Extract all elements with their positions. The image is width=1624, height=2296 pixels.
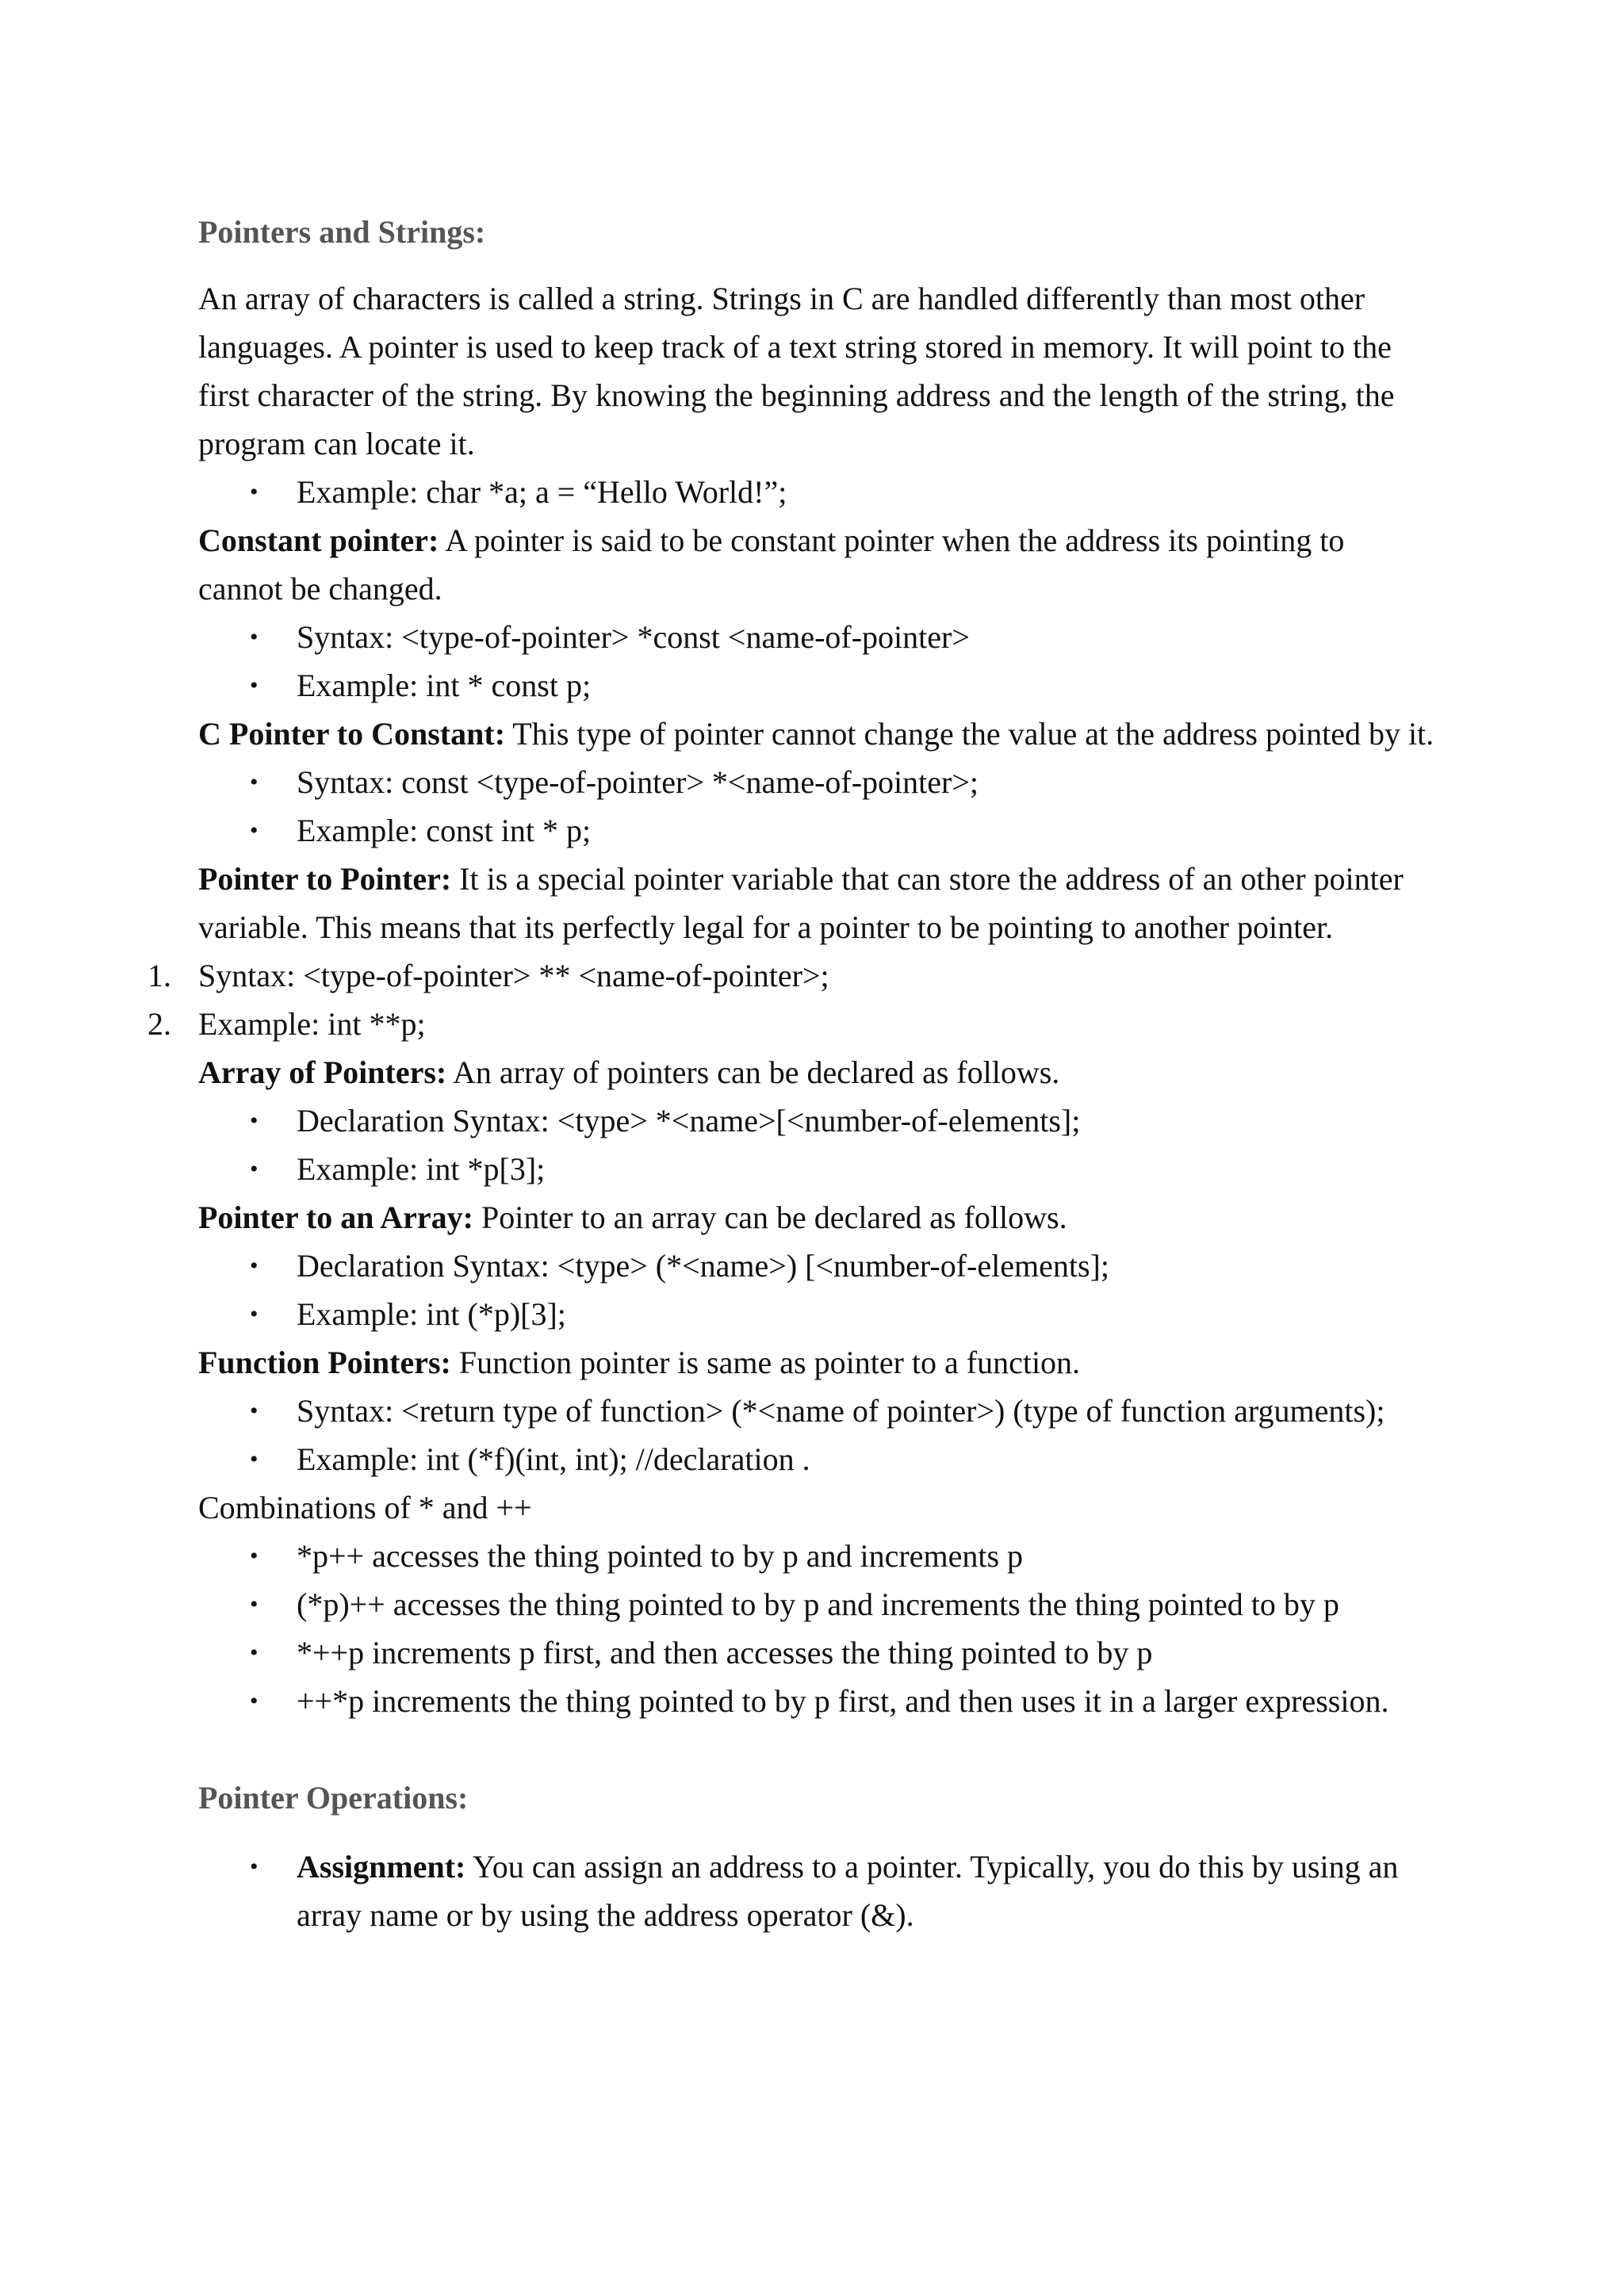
array-of-pointers-paragraph [198,1048,1435,1096]
list-item: • Syntax: <return type of function> (*<name of pointer>) (type of function arguments); [198,1387,1435,1435]
section-heading-pointers-and-strings: Pointers and Strings: [198,214,486,250]
list-item: • Example: int *p[3]; [198,1145,1435,1193]
list-item: • Syntax: <type-of-pointer> *const <name-of-pointer> [198,613,1435,661]
list-number: 2. [147,1006,171,1042]
list-item-text: Syntax: <type-of-pointer> ** <name-of-pointer>; [198,958,829,993]
term-label: Function Pointers: [198,1345,451,1380]
list-item: • (*p)++ accesses the thing pointed to by p and increments the thing pointed to by p [198,1580,1435,1628]
array-of-pointers-bullet-list [198,1096,1435,1193]
term-label: C Pointer to Constant: [198,716,506,752]
document-page [147,208,1435,1939]
list-item: • Example: int * const p; [198,661,1435,710]
term-label: Constant pointer: [198,522,439,558]
definition-text: A pointer is said to be constant pointer when the address its pointing to cannot be changed. [198,522,1345,607]
pointer-to-pointer-paragraph [198,855,1435,951]
definition-text: This type of pointer cannot change the value at the address pointed by it. [505,716,1434,752]
constant-pointer-bullet-list [198,613,1435,710]
list-item: • *p++ accesses the thing pointed to by p and increments p [198,1532,1435,1580]
pointer-to-constant-paragraph [198,710,1435,758]
term-label: Pointer to an Array: [198,1200,473,1235]
definition-text: It is a special pointer variable that can store the address of an other pointer variable. This means that its perfectly legal for a pointer to be pointing to another pointer. [198,861,1404,945]
pointer-to-array-bullet-list [198,1242,1435,1338]
list-item: • Declaration Syntax: <type> (*<name>) [<number-of-elements]; [198,1242,1435,1290]
section-heading-pointer-operations: Pointer Operations: [198,1780,469,1816]
list-item: • Example: int (*f)(int, int); //declaration . [198,1435,1435,1483]
list-item: • Example: char *a; a = “Hello World!”; [198,468,1435,516]
definition-text: Function pointer is same as pointer to a function. [450,1345,1081,1380]
intro-paragraph: An array of characters is called a string. Strings in C are handled differently than most other languages. A pointer is used to keep track of a text string stored in memory. It will point to the first character of the string. By knowing the beginning address and the length of the string, the program can locate it. [198,281,1395,461]
term-label: Array of Pointers: [198,1054,447,1090]
pointer-to-constant-bullet-list [198,758,1435,855]
definition-text: An array of pointers can be declared as follows. [446,1054,1060,1090]
list-item: • ++*p increments the thing pointed to by p first, and then uses it in a larger expression. [198,1677,1435,1725]
definition-text: Pointer to an array can be declared as follows. [473,1200,1067,1235]
pointer-operations-bullet-list [198,1843,1435,1939]
intro-bullet-list [198,468,1435,516]
term-label: Assignment: [297,1849,466,1885]
list-item: • *++p increments p first, and then accesses the thing pointed to by p [198,1628,1435,1677]
combinations-paragraph: Combinations of * and ++ [198,1490,532,1525]
list-item: • Declaration Syntax: <type> *<name>[<number-of-elements]; [198,1096,1435,1145]
list-item [147,951,1435,1000]
list-item: • Example: int (*p)[3]; [198,1290,1435,1338]
pointer-to-array-paragraph [198,1193,1435,1242]
list-item [147,1000,1435,1048]
list-item: • Syntax: const <type-of-pointer> *<name-of-pointer>; [198,758,1435,806]
list-item [198,1843,1435,1939]
term-label: Pointer to Pointer: [198,861,452,897]
combinations-bullet-list [198,1532,1435,1725]
definition-text: You can assign an address to a pointer. Typically, you do this by using an array name or by using the address operator (&). [297,1849,1399,1933]
pointer-to-pointer-numbered-list [147,951,1435,1048]
list-item-text: Example: int **p; [198,1006,426,1042]
list-number: 1. [147,958,171,993]
function-pointers-bullet-list [198,1387,1435,1483]
list-item: • Example: const int * p; [198,806,1435,855]
constant-pointer-paragraph [198,516,1435,613]
function-pointers-paragraph [198,1338,1435,1387]
section-spacer [198,1725,1435,1774]
